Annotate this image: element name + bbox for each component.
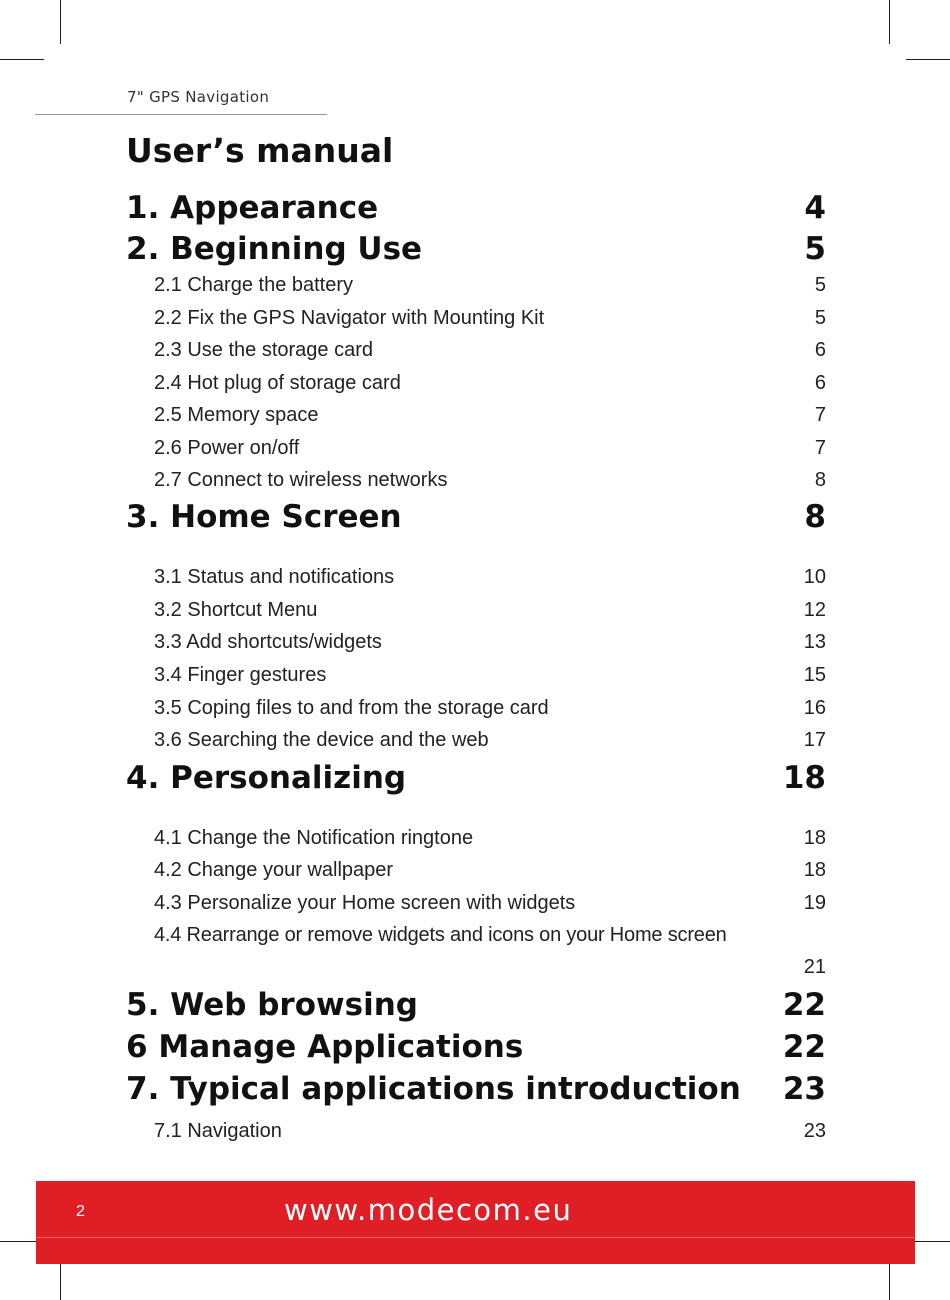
toc-chapter[interactable] <box>126 1029 826 1065</box>
toc-title: 2. Beginning Use <box>126 231 423 267</box>
crop-mark <box>60 0 61 44</box>
toc-chapter[interactable] <box>126 987 826 1023</box>
toc-title: 7. Typical applications introduction <box>126 1071 741 1107</box>
toc-title: 4.1 Change the Notification ringtone <box>154 827 474 849</box>
toc-page: 7 <box>814 437 826 459</box>
page-title: User’s manual <box>126 131 394 170</box>
toc-title: 2.6 Power on/off <box>154 437 300 459</box>
toc-title: 3.3 Add shortcuts/widgets <box>154 631 382 653</box>
toc-page: 5 <box>814 274 826 296</box>
crop-mark <box>889 0 890 44</box>
crop-mark <box>0 59 44 60</box>
toc-section[interactable] <box>154 469 826 492</box>
toc-title: 3.6 Searching the device and the web <box>154 729 489 751</box>
toc-page: 12 <box>803 599 826 621</box>
toc-page: 13 <box>803 631 826 653</box>
footer-page-number: 2 <box>76 1203 85 1220</box>
toc-section[interactable] <box>154 404 826 427</box>
toc-page: 7 <box>814 404 826 426</box>
toc-title: 2.7 Connect to wireless networks <box>154 469 448 491</box>
toc-title: 2.2 Fix the GPS Navigator with Mounting Kit <box>154 307 545 329</box>
toc-chapter[interactable] <box>126 190 826 226</box>
toc-page: 10 <box>803 566 826 588</box>
toc-page: 19 <box>803 892 826 914</box>
toc-title: 2.3 Use the storage card <box>154 339 374 361</box>
toc-title: 3.1 Status and notifications <box>154 566 395 588</box>
toc-page: 15 <box>803 664 826 686</box>
toc-section[interactable] <box>154 274 826 297</box>
toc-page: 17 <box>803 729 826 751</box>
toc-title: 4.2 Change your wallpaper <box>154 859 394 881</box>
toc-page: 21 <box>803 956 826 978</box>
footer-bar <box>36 1181 915 1264</box>
toc-section[interactable] <box>154 599 826 622</box>
toc-page: 22 <box>782 1029 826 1065</box>
toc-chapter[interactable] <box>126 499 826 535</box>
toc-section[interactable] <box>154 339 826 362</box>
toc-title: 7.1 Navigation <box>154 1120 282 1142</box>
toc-chapter[interactable] <box>126 231 826 267</box>
toc-section[interactable] <box>154 924 826 979</box>
toc-title: 3.2 Shortcut Menu <box>154 599 318 621</box>
toc-page: 16 <box>803 697 826 719</box>
footer-url-link[interactable]: www.modecom.eu <box>284 1193 573 1227</box>
toc-section[interactable] <box>154 729 826 752</box>
toc-title: 4.4 Rearrange or remove widgets and icons on your Home screen <box>154 924 727 946</box>
toc-chapter[interactable] <box>126 760 826 796</box>
toc-title: 6 Manage Applications <box>126 1029 524 1065</box>
toc-chapter[interactable] <box>126 1071 826 1107</box>
toc-section[interactable] <box>154 827 826 850</box>
toc-section[interactable] <box>154 307 826 330</box>
toc-section[interactable] <box>154 372 826 395</box>
toc-page: 4 <box>804 190 826 226</box>
running-header: 7" GPS Navigation <box>127 88 270 106</box>
toc-page: 23 <box>803 1120 826 1142</box>
toc-page: 22 <box>782 987 826 1023</box>
toc-page: 6 <box>814 339 826 361</box>
toc-section[interactable] <box>154 566 826 589</box>
toc-page: 18 <box>782 760 826 796</box>
toc-page: 5 <box>804 231 826 267</box>
toc-page: 18 <box>803 827 826 849</box>
toc-title: 1. Appearance <box>126 190 379 226</box>
toc-page: 6 <box>814 372 826 394</box>
toc-section[interactable] <box>154 697 826 720</box>
toc-title: 2.5 Memory space <box>154 404 319 426</box>
toc-section[interactable] <box>154 664 826 687</box>
toc-page: 8 <box>814 469 826 491</box>
toc-title: 2.1 Charge the battery <box>154 274 354 296</box>
toc-title: 5. Web browsing <box>126 987 418 1023</box>
toc-section[interactable] <box>154 437 826 460</box>
toc-section[interactable] <box>154 1120 826 1143</box>
crop-mark <box>906 59 950 60</box>
header-rule <box>35 114 327 115</box>
toc-title: 4.3 Personalize your Home screen with widgets <box>154 892 576 914</box>
toc-title: 3.4 Finger gestures <box>154 664 327 686</box>
toc-section[interactable] <box>154 631 826 654</box>
toc-page: 8 <box>804 499 826 535</box>
toc-title: 4. Personalizing <box>126 760 407 796</box>
footer-divider <box>36 1237 915 1238</box>
toc-page: 23 <box>782 1071 826 1107</box>
toc-section[interactable] <box>154 859 826 882</box>
toc-title: 3. Home Screen <box>126 499 402 535</box>
toc-title: 3.5 Coping files to and from the storage card <box>154 697 549 719</box>
toc-title: 2.4 Hot plug of storage card <box>154 372 401 394</box>
toc-page: 18 <box>803 859 826 881</box>
toc-page: 5 <box>814 307 826 329</box>
toc-section[interactable] <box>154 892 826 915</box>
